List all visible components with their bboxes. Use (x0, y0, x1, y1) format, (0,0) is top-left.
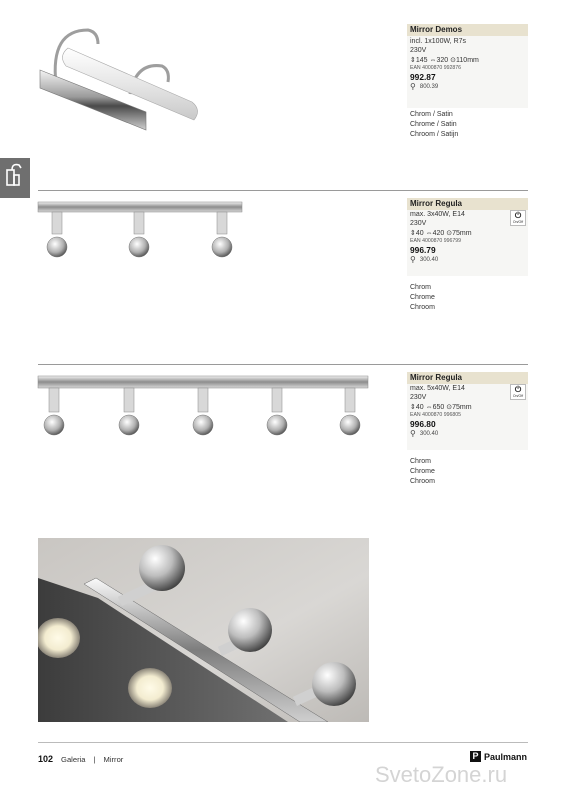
map-pin-icon: ⚲ (410, 255, 416, 265)
color-item: Chrom / Satin (410, 111, 453, 118)
color-list-2 (410, 283, 435, 313)
brand-name: Paulmann (484, 751, 528, 762)
product-image-regula-5 (36, 372, 372, 438)
map-pin-icon: ⚲ (410, 82, 416, 92)
location-code: ⚲ 300.40 (410, 429, 439, 439)
location-code: ⚲ 300.40 (410, 255, 439, 265)
lamp-head (44, 388, 64, 435)
footer-divider (38, 742, 528, 743)
color-item: Chroom (410, 304, 435, 311)
location-code: ⚲ 800.39 (410, 82, 439, 92)
color-list-1 (410, 110, 458, 140)
footer-section: Galeria (61, 755, 86, 764)
product-image-regula-3 (36, 198, 246, 264)
width-icon: ⇔ (425, 229, 433, 237)
ean-code: EAN 4000870 992876 (410, 65, 462, 72)
lamp-head (119, 388, 139, 435)
spec-voltage: 230V (410, 220, 427, 228)
product-title-3: Mirror Regula (407, 372, 528, 384)
width-icon: ⇔ (429, 56, 437, 64)
watermark: SvetoZone.ru (375, 762, 508, 787)
product-image-mirror-demos (36, 22, 206, 134)
height-icon: ⇕ (410, 403, 416, 411)
lamp-head (340, 388, 360, 435)
onoff-switch-badge: ⏻ On/Off (510, 210, 526, 226)
power-icon: ⏻ (514, 385, 522, 394)
height-icon: ⇕ (410, 56, 416, 64)
color-item: Chroom (410, 478, 435, 485)
color-item: Chrom (410, 284, 432, 291)
lamp-head (267, 388, 287, 435)
lamp-head (212, 212, 232, 257)
lifestyle-photo (38, 538, 369, 722)
footer-left (38, 754, 123, 764)
color-item: Chrome (410, 294, 435, 301)
footer-category: Mirror (103, 755, 124, 764)
color-item: Chrome (410, 468, 435, 475)
spec-voltage: 230V (410, 394, 427, 402)
product-title-2: Mirror Regula (407, 198, 528, 210)
footer-separator: | (93, 755, 96, 764)
brand-logo (470, 751, 527, 762)
spec-power: max. 5x40W, E14 (410, 385, 465, 392)
lamp-head (193, 388, 213, 435)
category-tab (0, 158, 30, 198)
page-number: 102 (38, 754, 54, 764)
map-pin-icon: ⚲ (410, 429, 416, 439)
product-specs-2 (410, 210, 472, 265)
lamp-head (47, 212, 67, 257)
spec-dimensions: ⇕40 ⇔420 ⊙75mm (410, 229, 472, 237)
depth-icon: ⊙ (446, 403, 453, 411)
color-item: Chrome / Satin (410, 121, 457, 128)
power-icon: ⏻ (514, 211, 522, 220)
article-number: 992.87 (410, 72, 436, 83)
brand-mark-icon: P (470, 751, 481, 762)
width-icon: ⇔ (425, 403, 433, 411)
depth-icon: ⊙ (450, 56, 457, 64)
spec-power: max. 3x40W, E14 (410, 211, 465, 218)
product-specs-3 (410, 384, 472, 439)
color-item: Chrom (410, 458, 432, 465)
product-specs-1 (410, 37, 479, 92)
spec-dimensions: ⇕40 ⇔650 ⊙75mm (410, 403, 472, 411)
product-title-1: Mirror Demos (407, 24, 528, 36)
onoff-switch-badge: ⏻ On/Off (510, 384, 526, 400)
divider (38, 364, 528, 365)
ean-code: EAN 4000870 996805 (410, 412, 462, 419)
color-list-3 (410, 457, 435, 487)
ean-code: EAN 4000870 996799 (410, 238, 462, 245)
wall-lamp-icon (0, 158, 30, 198)
article-number: 996.79 (410, 245, 436, 256)
spec-power: incl. 1x100W, R7s (410, 38, 467, 45)
lamp-head (129, 212, 149, 257)
height-icon: ⇕ (410, 229, 416, 237)
color-item: Chroom / Satijn (410, 131, 459, 138)
depth-icon: ⊙ (446, 229, 453, 237)
divider (38, 190, 528, 191)
spec-dimensions: ⇕145 ⇔320 ⊙110mm (410, 56, 479, 64)
spec-voltage: 230V (410, 47, 427, 55)
article-number: 996.80 (410, 419, 436, 430)
